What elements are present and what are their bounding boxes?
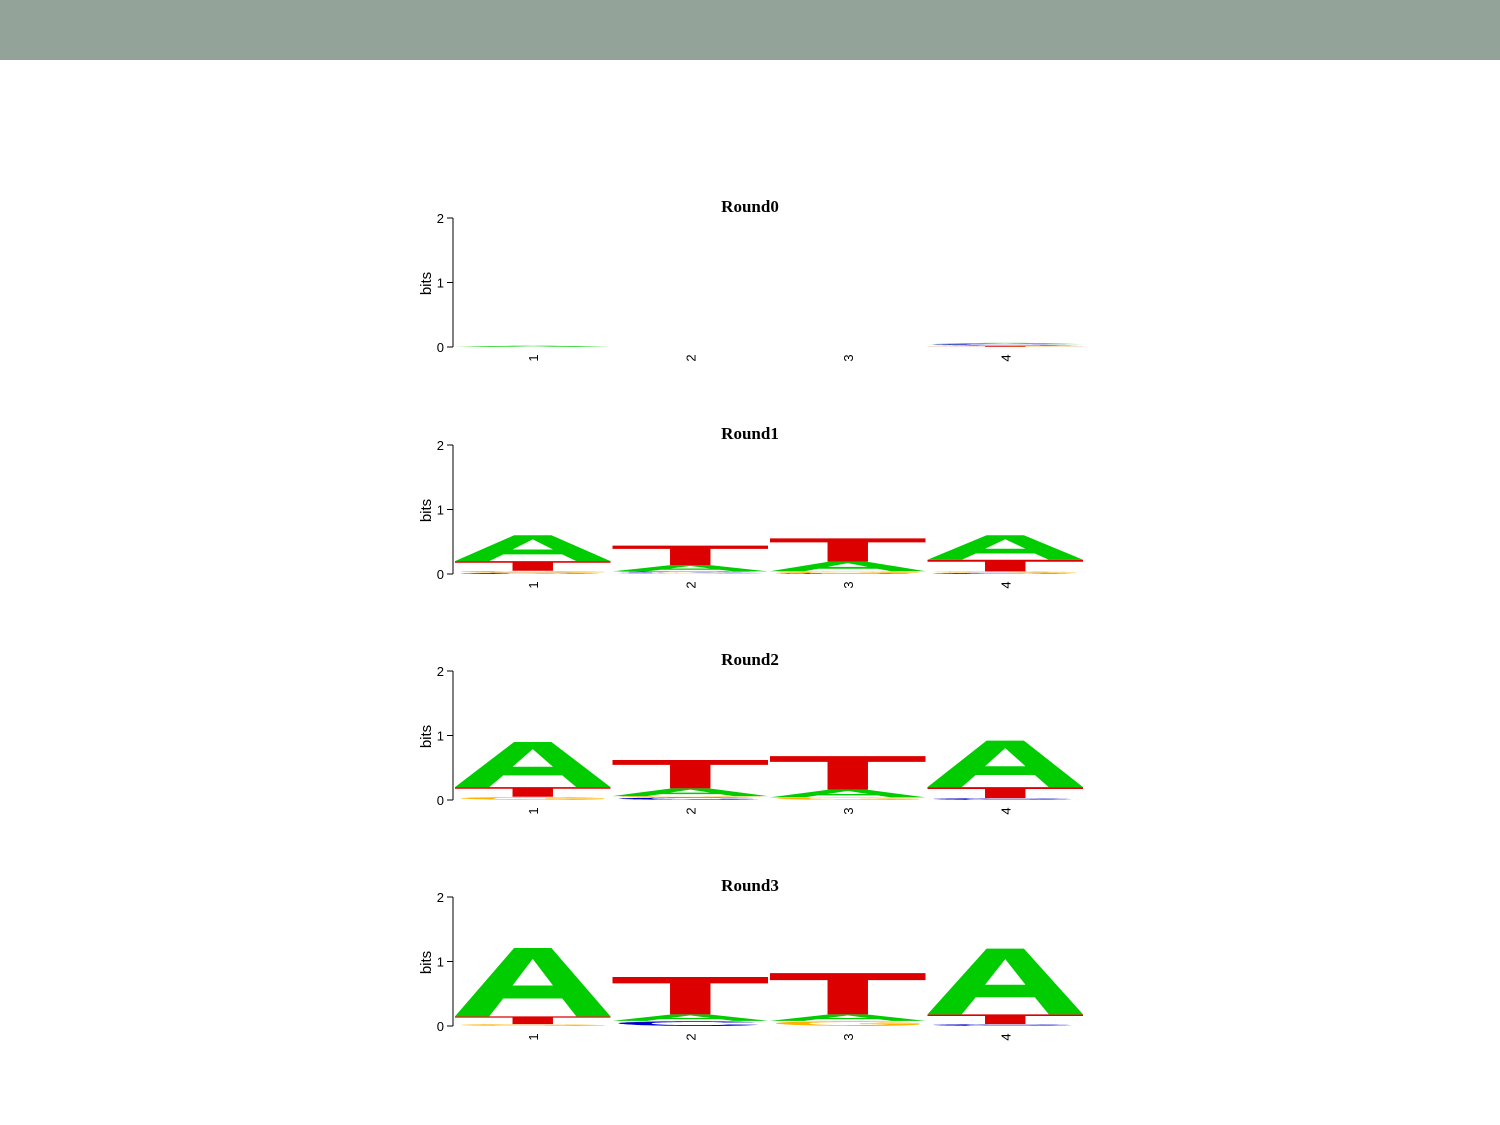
letter-T xyxy=(455,787,611,797)
letter-G xyxy=(461,1024,605,1026)
letter-A xyxy=(455,535,611,561)
letter-C xyxy=(933,798,1073,800)
letter-G xyxy=(933,572,1077,573)
x-tick-label: 4 xyxy=(998,1033,1014,1041)
letter-G xyxy=(461,571,605,573)
letter-A xyxy=(455,742,611,787)
letter-T xyxy=(770,973,926,1014)
y-tick-label: 2 xyxy=(436,890,444,905)
letter-G xyxy=(618,796,762,797)
y-tick-label: 1 xyxy=(436,728,444,744)
letter-A xyxy=(928,741,1084,787)
y-axis-label: bits xyxy=(418,271,435,296)
stack-position-3 xyxy=(770,973,926,1026)
letter-T xyxy=(928,1014,1084,1024)
x-tick-label: 3 xyxy=(840,581,856,589)
letter-A xyxy=(770,562,926,572)
y-tick-label: 2 xyxy=(436,211,444,226)
letter-A xyxy=(770,1014,926,1020)
letter-A xyxy=(455,948,611,1016)
y-axis-label: bits xyxy=(418,724,435,749)
logo-panel-round3 xyxy=(418,876,1083,1041)
stack-position-2 xyxy=(613,546,769,574)
panel-title: Round2 xyxy=(721,650,779,669)
y-tick-label: 0 xyxy=(436,1019,444,1034)
letter-T xyxy=(613,546,769,565)
x-tick-label: 4 xyxy=(998,354,1014,362)
stack-position-4 xyxy=(928,535,1084,574)
letter-A xyxy=(613,788,769,796)
letter-T xyxy=(613,977,769,1014)
stack-position-2 xyxy=(613,977,769,1026)
letter-G xyxy=(461,797,605,800)
letter-G xyxy=(618,573,762,574)
letter-A xyxy=(928,949,1084,1015)
x-tick-label: 1 xyxy=(525,1033,541,1041)
y-axis-label: bits xyxy=(418,498,435,523)
y-tick-label: 0 xyxy=(436,793,444,808)
y-tick-label: 1 xyxy=(436,275,444,291)
letter-G xyxy=(776,798,920,800)
letter-A xyxy=(928,535,1084,560)
letter-T xyxy=(613,760,769,788)
panel-title: Round1 xyxy=(721,424,779,443)
letter-T xyxy=(928,560,1084,572)
letter-G xyxy=(933,345,1077,346)
letter-T xyxy=(770,538,926,561)
letter-C xyxy=(933,344,1073,345)
x-tick-label: 1 xyxy=(525,807,541,815)
y-tick-label: 1 xyxy=(436,502,444,518)
letter-G xyxy=(776,1021,920,1026)
stack-position-1 xyxy=(455,948,611,1026)
letter-T xyxy=(455,1016,611,1024)
x-tick-label: 4 xyxy=(998,807,1014,815)
letter-A xyxy=(770,790,926,798)
y-tick-label: 0 xyxy=(436,340,444,355)
x-tick-label: 3 xyxy=(840,1033,856,1041)
letter-G xyxy=(776,571,920,573)
y-axis-label: bits xyxy=(418,950,435,975)
x-tick-label: 2 xyxy=(683,1033,699,1041)
x-tick-label: 2 xyxy=(683,581,699,589)
y-tick-label: 2 xyxy=(436,664,444,679)
logo-panel-round2 xyxy=(418,650,1083,815)
letter-C xyxy=(618,572,758,573)
stack-position-1 xyxy=(455,535,611,574)
letter-T xyxy=(928,346,1084,347)
letter-T xyxy=(770,756,926,790)
letter-C xyxy=(933,1024,1073,1026)
x-tick-label: 3 xyxy=(840,807,856,815)
letter-T xyxy=(455,561,611,571)
stack-position-4 xyxy=(928,949,1084,1026)
stack-position-4 xyxy=(928,741,1084,800)
x-tick-label: 1 xyxy=(525,354,541,362)
x-tick-label: 1 xyxy=(525,581,541,589)
letter-A xyxy=(613,565,769,571)
logo-panel-round1 xyxy=(418,424,1083,589)
stack-position-2 xyxy=(613,760,769,800)
x-tick-label: 2 xyxy=(683,354,699,362)
y-tick-label: 0 xyxy=(436,567,444,582)
logo-panel-round0 xyxy=(418,197,1083,362)
stack-position-1 xyxy=(455,742,611,800)
letter-C xyxy=(461,573,601,574)
letter-A xyxy=(928,343,1084,344)
letter-A xyxy=(455,346,611,347)
stack-position-1 xyxy=(455,346,611,347)
letter-A xyxy=(613,1014,769,1020)
y-tick-label: 1 xyxy=(436,954,444,970)
letter-C xyxy=(776,573,916,574)
panel-title: Round0 xyxy=(721,197,779,216)
stack-position-3 xyxy=(770,538,926,574)
stack-position-3 xyxy=(770,756,926,800)
x-tick-label: 4 xyxy=(998,581,1014,589)
x-tick-label: 3 xyxy=(840,354,856,362)
letter-C xyxy=(618,798,758,800)
panel-title: Round3 xyxy=(721,876,779,895)
y-tick-label: 2 xyxy=(436,438,444,453)
letter-C xyxy=(933,573,1073,574)
letter-T xyxy=(928,787,1084,798)
stack-position-4 xyxy=(928,343,1084,347)
letter-C xyxy=(618,1021,758,1026)
x-tick-label: 2 xyxy=(683,807,699,815)
